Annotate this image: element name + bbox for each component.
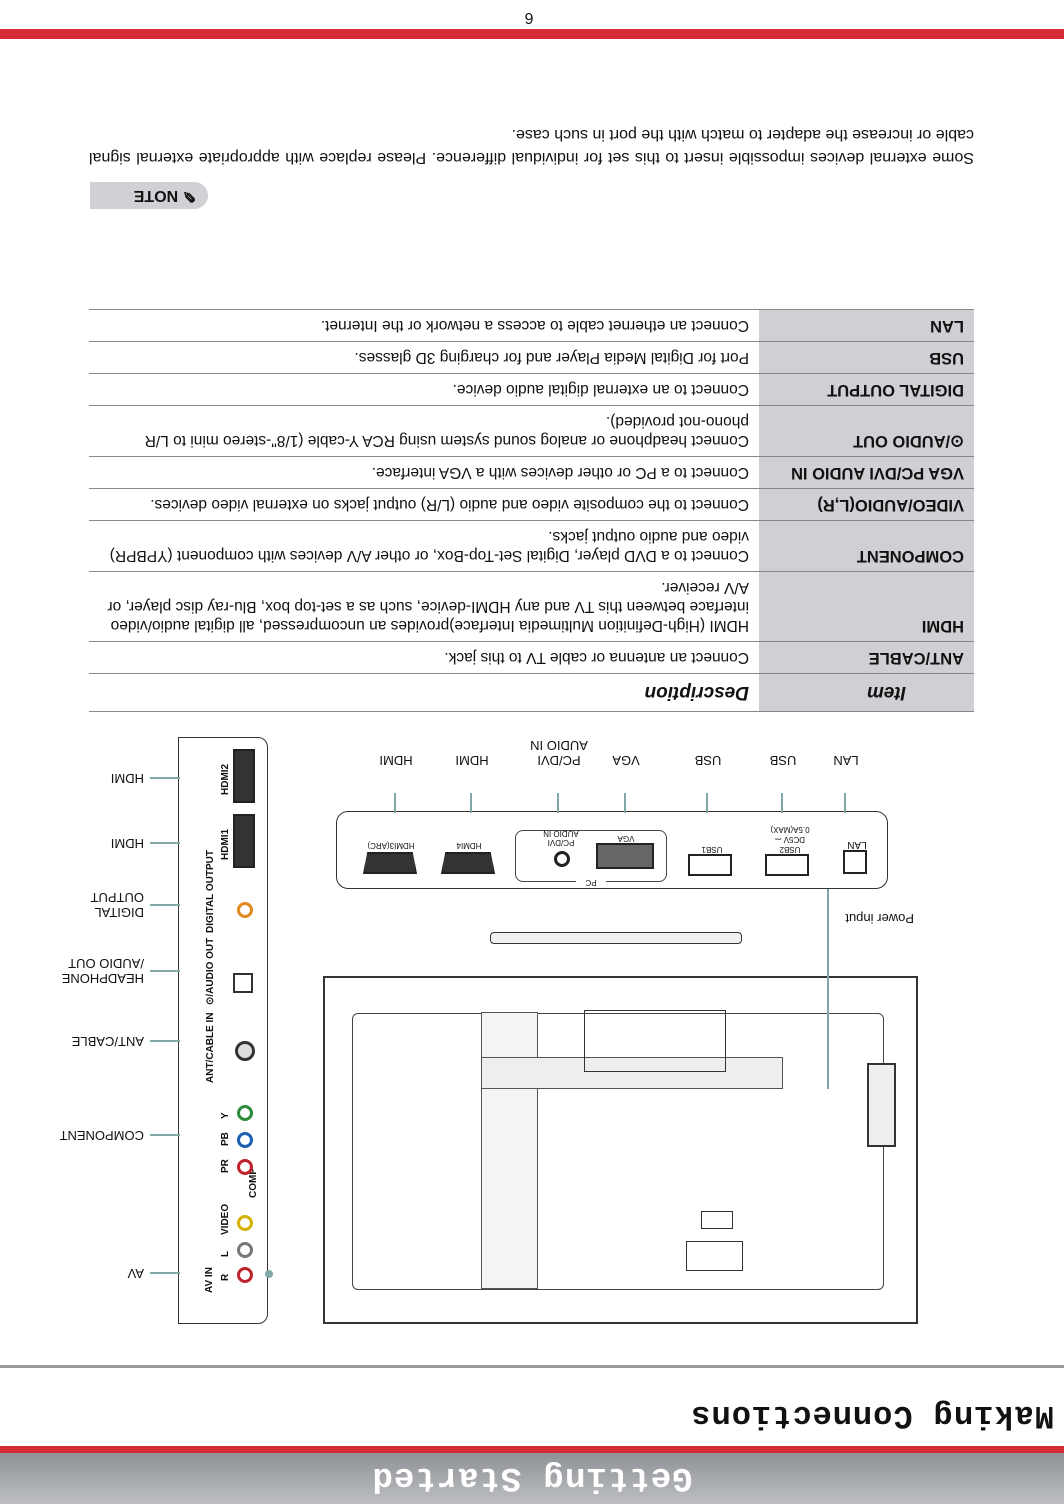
lan-callout: LAN — [833, 753, 859, 768]
hdmi3-leader — [394, 793, 396, 813]
usb1-port-label: USB1 — [701, 845, 723, 854]
section-divider — [0, 1365, 1064, 1368]
row-item: USB — [759, 342, 974, 374]
row-description: Connect an ethernet cable to access a network or the Internet. — [89, 310, 759, 342]
row-description: Connect to a DVD player, Digital Set-Top-Box, or other A/V devices with component (YPBPR) video and audio output jacks. — [89, 521, 759, 572]
note-tag — [90, 182, 208, 209]
usb2-callout: USB — [769, 753, 797, 768]
page-number: 6 — [524, 9, 534, 26]
av-in-label: AV IN — [204, 1267, 215, 1293]
hdmi1-leader — [150, 842, 180, 844]
row-item: ANT/CABLE — [759, 642, 974, 674]
pr-label: PR — [220, 1159, 231, 1173]
pcdvi-callout: PC/DVI AUDIO IN — [530, 738, 588, 768]
usb2-leader — [781, 793, 783, 813]
section-title: Making Connections — [690, 1397, 1054, 1434]
power-strip — [867, 1063, 896, 1147]
hdmi3-callout: HDMI — [379, 753, 413, 768]
hdmi1-port — [233, 814, 255, 868]
hdmi4-port-label: HDMI4 — [456, 841, 482, 850]
lan-port-label: LAN — [847, 839, 867, 850]
row-item: ⊙/AUDIO OUT — [759, 406, 974, 457]
y-label: Y — [220, 1112, 231, 1119]
stand-neck — [584, 1010, 726, 1072]
table-row — [89, 310, 974, 342]
row-description: HDMI (High-Definition Multimedia Interface)provides an uncompressed, all digital audio/video interface between this TV and any HDMI-device, such as a set-top box, Blu-ray disc player, or A/V receiver. — [89, 572, 759, 642]
usb2-port-label: USB2 — [779, 845, 801, 854]
hdmi2-leader — [150, 777, 180, 779]
pcdvi-port-label: PC/DVI AUDIO IN — [543, 829, 579, 847]
row-description: Connect an antenna or cable TV to this jack. — [89, 642, 759, 674]
comp-label: COMP — [248, 1168, 259, 1198]
hdmi2-port — [233, 749, 255, 803]
row-item: VGA PC/DVI AUDIO IN — [759, 457, 974, 489]
note-label: NOTE — [133, 187, 179, 204]
row-description: Connect to the composite video and audio (L/R) output jacks on external video devices. — [89, 489, 759, 521]
table-row — [89, 457, 974, 489]
pc-group-label: PC — [576, 878, 606, 887]
usb1-callout: USB — [694, 753, 722, 768]
vga-callout: VGA — [612, 753, 640, 768]
note-pencil-icon: ✎ — [182, 187, 196, 204]
bottom-connector-panel — [336, 811, 888, 889]
digital-output-jack — [237, 902, 253, 918]
vga-port — [596, 843, 654, 869]
row-item: LAN — [759, 310, 974, 342]
connections-table — [89, 309, 974, 712]
table-row — [89, 642, 974, 674]
vga-leader — [624, 793, 626, 813]
usb2-power-label: DC5V ⎓ 0.5A(MAX) — [770, 825, 810, 844]
hdmi2-callout: HDMI — [110, 771, 144, 786]
ant-leader — [150, 1040, 180, 1042]
hdmi4-callout: HDMI — [455, 753, 489, 768]
footer-band — [0, 29, 1064, 39]
item-header: Item — [759, 674, 974, 712]
vga-port-label: VGA — [617, 834, 635, 843]
power-input-callout: Power input — [845, 911, 914, 926]
table-row — [89, 342, 974, 374]
header-band — [0, 1446, 1064, 1504]
row-item: HDMI — [759, 572, 974, 642]
component-callout: COMPONENT — [59, 1128, 144, 1143]
row-description: Port for Digital Media Player and for charging 3D glasses. — [89, 342, 759, 374]
pb-jack — [237, 1132, 253, 1148]
audio-out-label: ⊙/AUDIO OUT — [205, 937, 216, 1005]
lan-leader — [844, 793, 846, 813]
headphone-leader — [150, 970, 180, 972]
lan-port — [843, 850, 867, 874]
tv-stand — [490, 932, 742, 944]
pb-label: PB — [220, 1132, 231, 1146]
hdmi1-label: HDMI1 — [220, 828, 231, 860]
digital-callout: DIGITAL OUTPUT — [90, 890, 144, 920]
usb1-leader — [706, 793, 708, 813]
digital-leader — [150, 904, 180, 906]
video-jack — [237, 1215, 253, 1231]
vent-box — [686, 1241, 743, 1271]
hdmi4-leader — [470, 793, 472, 813]
row-item: COMPONENT — [759, 521, 974, 572]
table-row — [89, 374, 974, 406]
table-row — [89, 489, 974, 521]
ant-label: ANT/CABLE IN — [205, 1012, 216, 1083]
table-header-row — [89, 674, 974, 712]
row-description: Connect headphone or analog sound system using RCA Y-cable (1/8"-stereo mini to L/R phono-not provided). — [89, 406, 759, 457]
usb1-port — [688, 854, 732, 876]
y-jack — [237, 1105, 253, 1121]
hdmi1-callout: HDMI — [110, 836, 144, 851]
r-label: R — [220, 1273, 231, 1281]
video-label: VIDEO — [220, 1203, 231, 1235]
pcdvi-leader — [557, 793, 559, 813]
headphone-callout: HEADPHONE /AUDIO OUT — [61, 956, 144, 986]
table-row — [89, 572, 974, 642]
table-row — [89, 406, 974, 457]
hdmi4-port — [441, 852, 495, 874]
description-header: Description — [89, 674, 759, 712]
row-description: Connect to a PC or other devices with a VGA interface. — [89, 457, 759, 489]
ant-callout: ANT/CABLE — [71, 1034, 144, 1049]
av-callout: AV — [127, 1266, 144, 1281]
ant-jack — [235, 1041, 255, 1061]
band-title: Getting Started — [371, 1458, 693, 1496]
table-row — [89, 521, 974, 572]
audio-l-jack — [237, 1242, 253, 1258]
side-connector-panel — [178, 737, 268, 1324]
digital-output-label: DIGITAL OUTPUT — [205, 850, 216, 933]
pc-group — [515, 829, 667, 887]
l-label: L — [220, 1250, 231, 1257]
pc-audio-jack — [554, 851, 570, 867]
audio-out-jack — [233, 973, 253, 993]
row-item: DIGITAL OUTPUT — [759, 374, 974, 406]
hdmi2-label: HDMI2 — [220, 763, 231, 795]
av-leader-dot — [265, 1270, 273, 1278]
side-io-recess — [481, 1012, 538, 1289]
audio-r-jack — [237, 1267, 253, 1283]
row-item: VIDEO/AUDIO(L,R) — [759, 489, 974, 521]
hdmi3-port — [363, 852, 417, 874]
hdmi3-port-label: HDMI3(ARC) — [367, 841, 415, 850]
av-leader — [150, 1272, 180, 1274]
usb2-port — [765, 854, 809, 876]
label-box — [701, 1211, 733, 1229]
row-description: Connect to an external digital audio device. — [89, 374, 759, 406]
component-leader — [150, 1134, 180, 1136]
pr-jack — [237, 1159, 253, 1175]
note-text: Some external devices impossible insert to this set for individual difference. Please replace with appropriate external signal cable or increase the adapter to match with the port in such case. — [89, 126, 974, 166]
